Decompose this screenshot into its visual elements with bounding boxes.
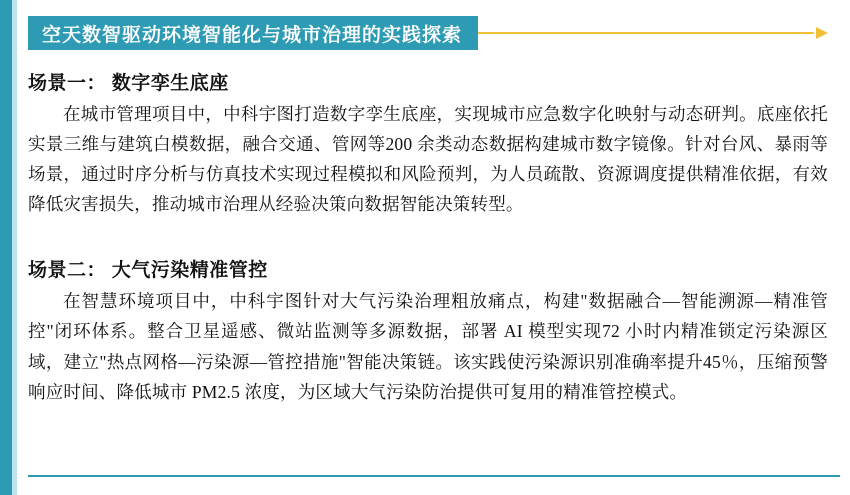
- scenario-heading-1: 场景一： 数字孪生底座: [28, 73, 229, 94]
- page-title: 空天数智驱动环境智能化与城市治理的实践探索: [28, 16, 478, 50]
- arrow-right-icon: [816, 27, 828, 39]
- section-spacer: [28, 229, 828, 245]
- section-header: [28, 16, 828, 50]
- scenario-heading-2: 场景二： 大气污染精准管控: [28, 260, 268, 282]
- scenario-section-1: [28, 68, 828, 219]
- bottom-rule: [28, 475, 840, 477]
- header-rule: [478, 16, 828, 50]
- document-content: [28, 58, 828, 417]
- scenario-section-2: [28, 255, 828, 406]
- left-accent-bar: [0, 0, 12, 495]
- scenario-body-2: 在智慧环境项目中，中科宇图针对大气污染治理粗放痛点，构建"数据融合—智能溯源—精准管控"闭环体系。整合卫星遥感、微站监测等多源数据，部署 AI 模型实现72 小时内精准锁定污染源区域，建立"热点网格—污染源—管控措施"智能决策链。该实践使污染源识别准确率提升45％，压缩预警响应时间、降低城市 PM2.5 浓度，为区域大气污染防治提供可复用的精准管控模式。: [28, 291, 828, 402]
- left-accent-bar-light: [12, 0, 17, 495]
- scenario-body-1: 在城市管理项目中，中科宇图打造数字孪生底座，实现城市应急数字化映射与动态研判。底座依托实景三维与建筑白模数据，融合交通、管网等200 余类动态数据构建城市数字镜像。针对台风、暴雨等场景，通过时序分析与仿真技术实现过程模拟和风险预判，为人员疏散、资源调度提供精准依据，有效降低灾害损失，推动城市治理从经验决策向数据智能决策转型。: [28, 104, 828, 215]
